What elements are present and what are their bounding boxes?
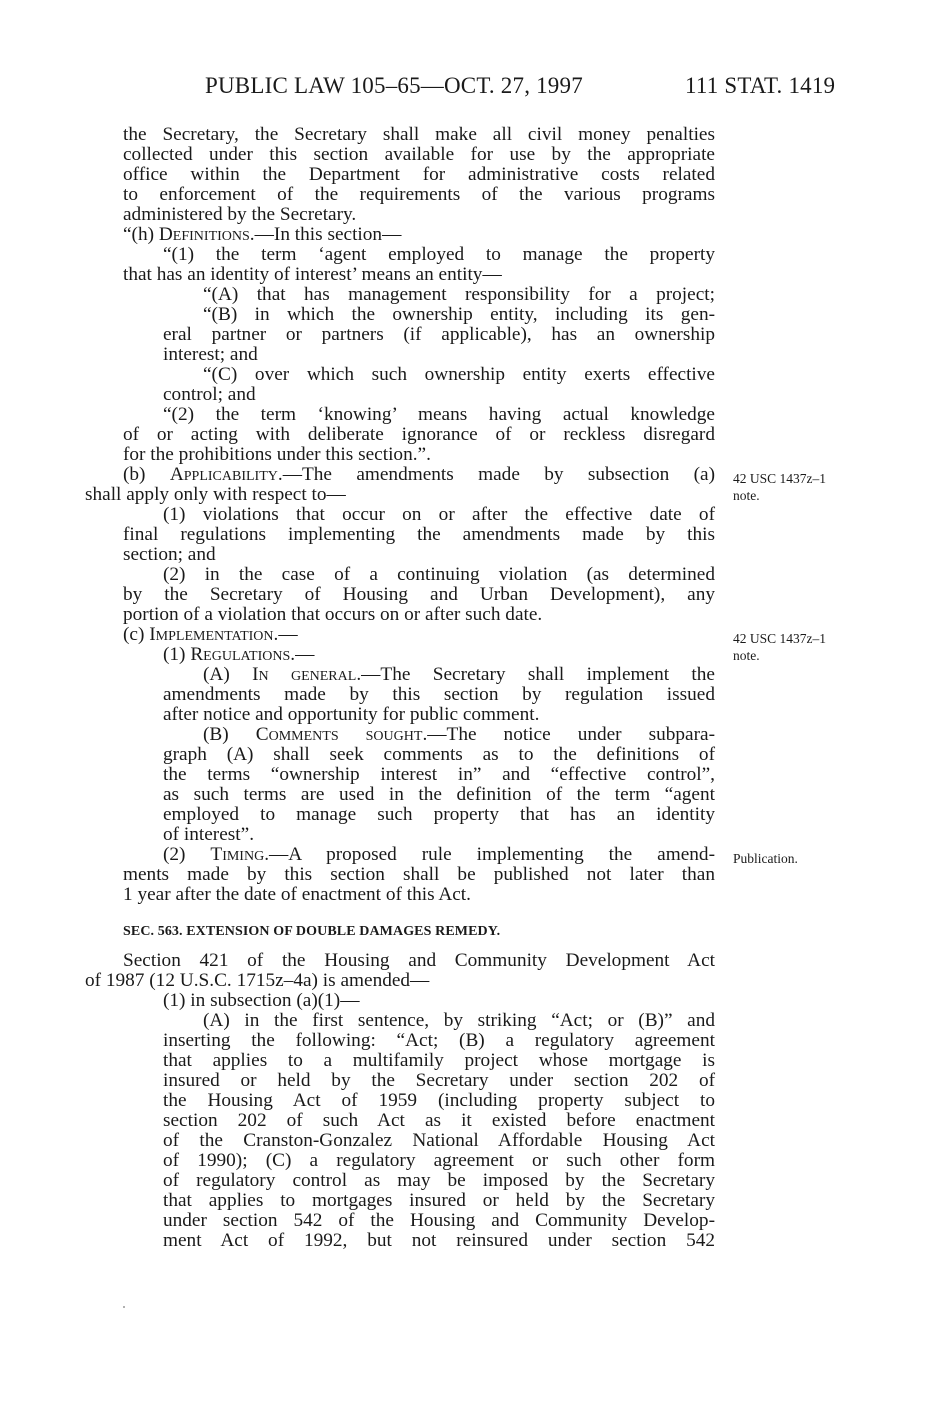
text-line: “(2) the term ‘knowing’ means having actual knowledge: [163, 404, 715, 425]
header-title: PUBLIC LAW 105–65—OCT. 27, 1997: [205, 73, 583, 98]
text-line: office within the Department for administrative costs related: [123, 164, 715, 185]
text-line: eral partner or partners (if applicable), has an ownership: [163, 324, 715, 345]
text-line: interest; and: [163, 344, 258, 365]
text-line: of the Cranston-Gonzalez National Affordable Housing Act: [163, 1130, 715, 1151]
text-line: portion of a violation that occurs on or after such date.: [123, 604, 543, 625]
margin-note-citation: 42 USC 1437z–1: [733, 471, 827, 486]
text-line: of 1990); (C) a regulatory agreement or such other form: [163, 1150, 715, 1171]
text-line: “(1) the term ‘agent employed to manage the property: [163, 244, 715, 265]
text-line: “(A) that has management responsibility for a project;: [203, 284, 715, 305]
text-line: administered by the Secretary.: [123, 204, 357, 225]
text-line: inserting the following: “Act; (B) a regulatory agreement: [163, 1030, 715, 1051]
text-line: by the Secretary of Housing and Urban Development), any: [123, 584, 715, 605]
text-line: (A) in the first sentence, by striking “Act; or (B)” and: [203, 1010, 715, 1031]
text-line: that applies to a multifamily project whose mortgage is: [163, 1050, 715, 1071]
text-line: ments made by this section shall be published not later than: [123, 864, 715, 885]
margin-note-citation: note.: [733, 488, 760, 503]
text-line: to enforcement of the requirements of the various programs: [123, 184, 715, 205]
margin-note-citation: note.: [733, 648, 760, 663]
section-heading: SEC. 563. EXTENSION OF DOUBLE DAMAGES REMEDY.: [123, 924, 501, 939]
text-line: as such terms are used in the definition of the term “agent: [163, 784, 715, 805]
text-line: collected under this section available for use by the appropriate: [123, 144, 715, 165]
text-line: section 202 of such Act as it existed before enactment: [163, 1110, 715, 1131]
header-page-number: 111 STAT. 1419: [685, 73, 836, 98]
text-line: control; and: [163, 384, 256, 405]
subsection-heading: (c) Implementation.—: [123, 624, 298, 645]
text-line: ment Act of 1992, but not reinsured under section 542: [163, 1230, 715, 1251]
subparagraph-heading: (A) In general.—The Secretary shall implement the: [203, 664, 715, 685]
paragraph-heading: (2) Timing.—A proposed rule implementing the amend-: [163, 844, 715, 865]
text-line: insured or held by the Secretary under section 202 of: [163, 1070, 715, 1091]
subsection-heading: “(h) Definitions.—In this section—: [123, 224, 402, 245]
text-line: that applies to mortgages insured or held by the Secretary: [163, 1190, 715, 1211]
text-line: “(C) over which such ownership entity exerts effective: [203, 364, 715, 385]
text-line: after notice and opportunity for public comment.: [163, 704, 540, 725]
text-line: that has an identity of interest’ means an entity—: [123, 264, 502, 285]
text-line: the terms “ownership interest in” and “effective control”,: [163, 764, 715, 785]
text-line: final regulations implementing the amendments made by this: [123, 524, 715, 545]
text-line: 1 year after the date of enactment of this Act.: [123, 884, 471, 905]
text-line: of interest”.: [163, 824, 255, 845]
text-line: graph (A) shall seek comments as to the definitions of: [163, 744, 715, 765]
text-line: under section 542 of the Housing and Community Develop-: [163, 1210, 715, 1231]
subsection-heading: (b) Applicability.—The amendments made by subsection (a): [123, 464, 715, 485]
text-line: “(B) in which the ownership entity, including its gen-: [203, 304, 715, 325]
text-line: the Secretary, the Secretary shall make all civil money penalties: [123, 124, 715, 145]
text-line: (1) violations that occur on or after the effective date of: [163, 504, 715, 525]
text-line: of regulatory control as may be imposed by the Secretary: [163, 1170, 715, 1191]
text-line: section; and: [123, 544, 216, 565]
text-line: for the prohibitions under this section.”.: [123, 444, 431, 465]
text-line: employed to manage such property that has an identity: [163, 804, 715, 825]
margin-note-publication: Publication.: [733, 851, 798, 866]
text-line: (1) in subsection (a)(1)—: [163, 990, 360, 1011]
margin-note-citation: 42 USC 1437z–1: [733, 631, 827, 646]
text-line: shall apply only with respect to—: [85, 484, 346, 505]
subparagraph-heading: (B) Comments sought.—The notice under subpara-: [203, 724, 716, 745]
text-line: of or acting with deliberate ignorance of or reckless disregard: [123, 424, 715, 445]
text-line: (2) in the case of a continuing violation (as determined: [163, 564, 715, 585]
text-line: the Housing Act of 1959 (including property subject to: [163, 1090, 715, 1111]
scan-speck: [123, 1306, 125, 1308]
text-line: Section 421 of the Housing and Community Development Act: [123, 950, 715, 971]
paragraph-heading: (1) Regulations.—: [163, 644, 315, 665]
text-line: amendments made by this section by regulation issued: [163, 684, 715, 705]
text-line: of 1987 (12 U.S.C. 1715z–4a) is amended—: [85, 970, 430, 991]
